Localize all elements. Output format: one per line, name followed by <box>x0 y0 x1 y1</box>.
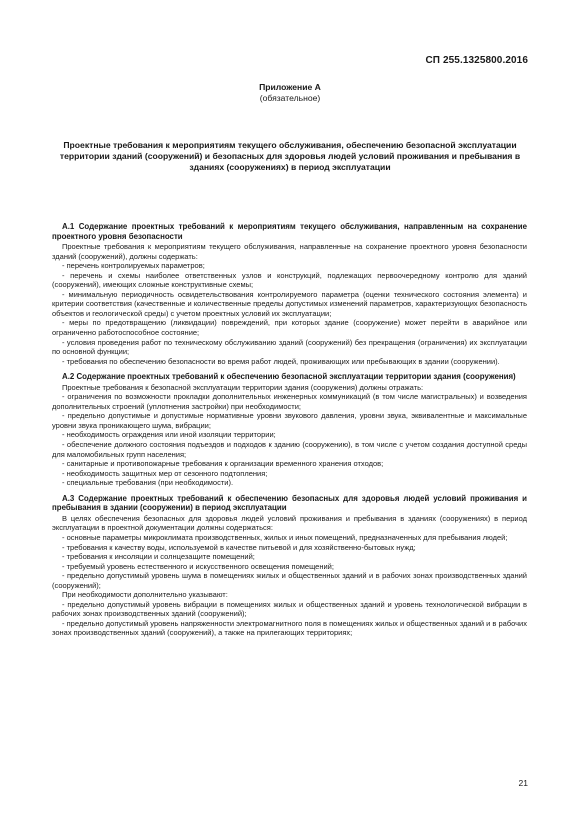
paragraph: - перечень и схемы наиболее ответственных узлов и конструкций, подлежащих первоочередному контролю для зданий (сооружений), имеющих сложные конструктивные схемы; <box>52 270 527 290</box>
paragraph: - предельно допустимый уровень шума в помещениях жилых и общественных зданий и в рабочих зонах производственных зданий (сооружений); <box>52 571 527 590</box>
paragraph: - перечень контролируемых параметров; <box>62 261 205 271</box>
section <box>52 494 527 638</box>
paragraph: - требуемый уровень естественного и искусственного освещения помещений; <box>62 561 334 571</box>
paragraph: - требования к качеству воды, используемой в качестве питьевой и для хозяйственно-бытовых нужд; <box>62 542 416 552</box>
main-title: Проектные требования к мероприятиям текущего обслуживания, обеспечению безопасной эксплуатации территории зданий (сооружений) и безопасных для здоровья людей условий проживания и пребывания в зданиях (сооружениях) в период эксплуатации <box>59 140 521 172</box>
paragraph: - необходимость защитных мер от сезонного подтопления; <box>62 468 268 478</box>
paragraph: - минимальную периодичность освидетельствования контролируемого параметра (оценки технического состояния элемента) и критерии соответствия (качественные и количественные пределы допустимых изменений параметров, характеризующих безопасность объектов и геологической среды) с учетом проектных условий их эксплуатации; <box>52 289 527 318</box>
document-body <box>52 222 527 644</box>
page-number: 21 <box>518 778 528 788</box>
section <box>52 222 527 366</box>
paragraph: - обеспечение должного состояния подъездов и подходов к зданию (сооружению), в том числе с учетом создания доступной среды для маломобильных групп населения; <box>52 440 527 459</box>
paragraph: - предельно допустимый уровень вибрации в помещениях жилых и общественных зданий и уровень технологической вибрации в рабочих зонах производственных зданий (сооружений); <box>52 599 527 619</box>
appendix-heading <box>0 82 580 104</box>
paragraph: - основные параметры микроклимата производственных, жилых и иных помещений, предназначенных для пребывания людей; <box>62 532 508 542</box>
paragraph: - требования по обеспечению безопасности во время работ людей, проживающих или пребывающих в здании (сооружении). <box>62 356 500 366</box>
paragraph: Проектные требования к безопасной эксплуатации территории здания (сооружения) должны отражать: <box>62 382 424 392</box>
paragraph: - специальные требования (при необходимости). <box>62 478 234 488</box>
paragraph: - предельно допустимые и допустимые нормативные уровни звукового давления, уровни звука, эквивалентные и максимальные уровни звука проникающего шума, вибрации; <box>52 411 527 430</box>
paragraph: При необходимости дополнительно указывают: <box>62 590 228 600</box>
paragraph: - требования к инсоляции и солнцезащите помещений; <box>62 552 255 562</box>
appendix-title: Приложение А <box>259 82 321 92</box>
paragraph: - санитарные и противопожарные требования к организации временного хранения отходов; <box>62 459 384 469</box>
paragraph: - меры по предотвращению (ликвидации) повреждений, при которых здание (сооружение) может перейти в аварийное или ограниченно работоспособное состояние; <box>52 318 527 338</box>
section-heading: А.3 Содержание проектных требований к обеспечению безопасных для здоровья людей условий проживания и пребывания в здании (сооружении) в период эксплуатации <box>52 493 527 513</box>
paragraph: - условия проведения работ по техническому обслуживанию зданий (сооружений) без прекращения (ограничения) их эксплуатации по основной функции; <box>52 337 527 357</box>
paragraph: - предельно допустимый уровень напряженности электромагнитного поля в помещениях жилых и общественных зданий и в рабочих зонах производственных зданий (сооружений), а также на прилегающих территориях; <box>52 618 527 638</box>
paragraph: - необходимость ограждения или иной изоляции территории; <box>62 430 276 440</box>
section-heading: А.1 Содержание проектных требований к мероприятиям текущего обслуживания, направленным на сохранение проектного уровня безопасности <box>52 222 527 241</box>
paragraph: В целях обеспечения безопасных для здоровья людей условий проживания и пребывания в зданиях (сооружениях) в период эксплуатации в проектной документации должны содержаться: <box>52 513 527 533</box>
paragraph: - ограничения по возможности прокладки дополнительных инженерных коммуникаций (в том числе магистральных) и возведения дополнительных строений (уплотнения застройки) при необходимости; <box>52 392 527 411</box>
section <box>52 372 527 488</box>
section-heading: А.2 Содержание проектных требований к обеспечению безопасной эксплуатации территории здания (сооружения) <box>62 372 516 382</box>
document-code: СП 255.1325800.2016 <box>425 55 528 66</box>
appendix-subtitle: (обязательное) <box>259 93 321 103</box>
paragraph: Проектные требования к мероприятиям текущего обслуживания, направленные на сохранение проектного уровня безопасности зданий (сооружений), должны содержать: <box>52 242 527 261</box>
